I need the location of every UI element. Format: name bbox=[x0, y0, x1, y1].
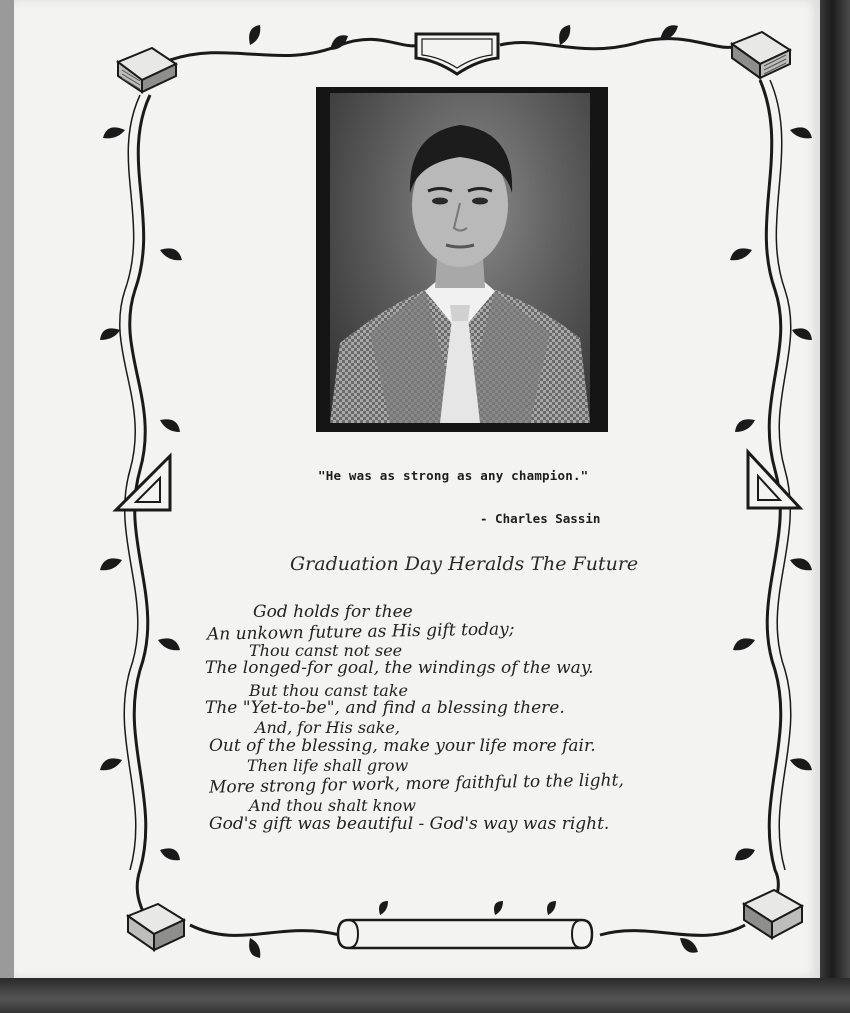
poem-line: Out of the blessing, make your life more fair. bbox=[209, 736, 596, 756]
book-icon bbox=[122, 898, 188, 954]
book-icon bbox=[726, 26, 796, 82]
poem-line: And, for His sake, bbox=[255, 718, 400, 737]
poem-line: The longed-for goal, the windings of the way. bbox=[205, 658, 594, 678]
quote-attribution: - Charles Sassin bbox=[480, 511, 601, 526]
poem-line: An unkown future as His gift today; bbox=[206, 619, 515, 645]
triangle-ruler-icon bbox=[110, 452, 176, 524]
poem-line: More strong for work, more faithful to the light, bbox=[208, 770, 624, 798]
poem-line: The "Yet-to-be", and find a blessing there. bbox=[205, 698, 565, 718]
poem-line: Thou canst not see bbox=[249, 641, 403, 660]
poem-line: And thou shalt know bbox=[249, 796, 416, 815]
portrait-photo-frame bbox=[316, 87, 608, 432]
poem-line: God holds for thee bbox=[253, 602, 413, 622]
shield-banner-icon bbox=[412, 30, 502, 76]
poem-title: Graduation Day Heralds The Future bbox=[290, 553, 639, 575]
book-icon bbox=[112, 42, 180, 94]
poem-line: Then life shall grow bbox=[247, 756, 409, 775]
poem-line: But thou canst take bbox=[249, 681, 408, 700]
book-icon bbox=[740, 884, 806, 942]
scroll-banner-icon bbox=[330, 912, 600, 958]
triangle-ruler-icon bbox=[744, 448, 804, 522]
poem-line: God's gift was beautiful - God's way was right. bbox=[209, 814, 610, 834]
portrait-photo bbox=[330, 93, 590, 423]
quote-text: "He was as strong as any champion." bbox=[318, 468, 589, 483]
